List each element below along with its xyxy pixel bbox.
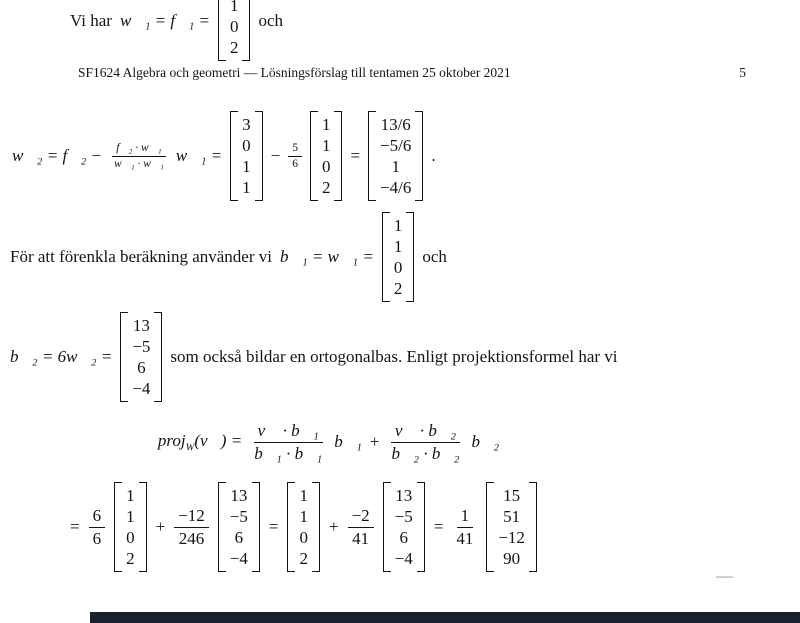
right-bracket [154, 312, 162, 402]
footer-dash: — [716, 566, 733, 585]
column-vector [383, 482, 425, 572]
fraction-denominator: 6 [292, 157, 298, 170]
fraction-denominator: 41 [352, 528, 370, 548]
vector-entry: 2 [321, 178, 331, 197]
vector-entry: −12 [498, 528, 525, 547]
vector-column [391, 482, 417, 572]
minus-sign: − [270, 146, 281, 165]
intro-line [70, 0, 291, 57]
fraction-denominator: 6 [92, 528, 102, 548]
period: . [431, 146, 436, 165]
b1-term: b⃗₁ [334, 432, 362, 451]
right-bracket [252, 482, 260, 572]
left-bracket [218, 0, 226, 61]
fraction-numerator: −2 [348, 506, 374, 527]
vector-entry: −5 [132, 337, 151, 356]
vector-entry: 1 [299, 507, 308, 526]
column-vector [218, 0, 251, 61]
left-bracket [310, 111, 318, 201]
right-bracket [242, 0, 250, 61]
vector-entry: 2 [229, 38, 239, 57]
right-bracket [417, 482, 425, 572]
left-bracket [383, 482, 391, 572]
b2-line [10, 307, 626, 407]
proj-subscript: W [185, 442, 195, 454]
vector-entry: 13/6 [380, 115, 411, 134]
vector-entry: 1 [229, 0, 239, 15]
equals-sign: = [350, 146, 361, 165]
right-bracket [334, 111, 342, 201]
vector-entry: 1 [126, 507, 135, 526]
vector-entry: 90 [503, 549, 521, 568]
column-vector [114, 482, 147, 572]
b2-term: b⃗₂ [471, 432, 500, 451]
fraction [452, 506, 477, 547]
fraction-denominator: w⃗₁ · w⃗₁ [114, 157, 164, 170]
fraction-numerator: −12 [174, 506, 209, 527]
w2-mid: w⃗₁ = [175, 146, 223, 165]
right-bracket [312, 482, 320, 572]
b1-math: b⃗₁ = w⃗₁ = [280, 247, 374, 266]
vector-entry: 6 [399, 528, 408, 547]
b1-line [10, 207, 455, 307]
vector-entry: 1 [242, 178, 251, 197]
vector-column [238, 111, 255, 201]
column-vector [120, 312, 162, 402]
vector-entry: 1 [321, 115, 331, 134]
left-bracket [486, 482, 494, 572]
fraction-numerator: v⃗ · b⃗₂ [391, 421, 460, 442]
right-bracket [406, 212, 414, 302]
left-bracket [287, 482, 295, 572]
vector-entry: 0 [242, 136, 251, 155]
fraction [348, 506, 374, 547]
vector-entry: −4 [132, 379, 151, 398]
right-bracket [255, 111, 263, 201]
vector-entry: 1 [393, 237, 403, 256]
right-bracket [415, 111, 423, 201]
fraction-numerator: 1 [457, 506, 474, 527]
vector-entry: 2 [393, 279, 403, 298]
equation-w2 [12, 106, 444, 206]
column-vector [310, 111, 343, 201]
vector-entry: 1 [126, 486, 135, 505]
plus-sign: + [155, 517, 166, 536]
vector-column [295, 482, 312, 572]
vector-entry: −4 [229, 549, 248, 568]
fraction-denominator: b⃗₂ · b⃗₂ [391, 443, 460, 463]
plus-sign: + [369, 432, 380, 451]
b2-math: b⃗₂ = 6w⃗₂ = [10, 347, 113, 366]
vector-column [226, 0, 243, 61]
left-bracket [120, 312, 128, 402]
vector-column [122, 482, 139, 572]
projection-formula [0, 413, 665, 471]
fraction [288, 142, 302, 171]
window-bottom-bar [90, 612, 800, 623]
vector-entry: 1 [391, 157, 400, 176]
right-bracket [529, 482, 537, 572]
vector-entry: 13 [395, 486, 413, 505]
equals-sign: = [433, 517, 444, 536]
vector-entry: 0 [229, 17, 239, 36]
vector-column [226, 482, 252, 572]
fraction [387, 421, 463, 462]
vector-entry: 6 [137, 358, 146, 377]
vector-entry: 13 [230, 486, 248, 505]
vector-entry: −5 [229, 507, 248, 526]
column-vector [486, 482, 537, 572]
course-title: SF1624 Algebra och geometri — Lösningsförslag till tentamen 25 oktober 2021 [78, 65, 511, 80]
b1-text: För att förenkla beräkning använder vi [10, 247, 272, 266]
w2-lhs: w⃗₂ = f⃗₂ − [12, 146, 103, 165]
vector-entry: 15 [503, 486, 521, 505]
fraction [110, 142, 168, 171]
vector-entry: −4/6 [380, 178, 412, 197]
equals-sign: = [268, 517, 279, 536]
intro-math: w⃗₁ = f⃗₁ = [119, 11, 210, 30]
fraction-denominator: 246 [178, 528, 205, 548]
right-bracket [139, 482, 147, 572]
left-bracket [368, 111, 376, 201]
vector-entry: −5 [394, 507, 413, 526]
vector-entry: 13 [132, 316, 150, 335]
vector-entry: 51 [503, 507, 521, 526]
vector-entry: 0 [126, 528, 135, 547]
intro-text: Vi har [70, 11, 112, 30]
vector-column [390, 212, 407, 302]
vector-entry: 1 [299, 486, 308, 505]
vector-column [128, 312, 154, 402]
equals-sign: = [70, 517, 80, 536]
fraction [174, 506, 209, 547]
vector-entry: 1 [242, 157, 251, 176]
page-number: 5 [739, 65, 746, 80]
fraction [250, 421, 326, 462]
intro-text-post: och [258, 11, 284, 30]
final-equation [70, 467, 546, 587]
left-bracket [218, 482, 226, 572]
vector-entry: −5/6 [380, 136, 412, 155]
b1-text-post: och [422, 247, 447, 266]
vector-entry: 2 [126, 549, 135, 568]
vector-entry: 1 [393, 216, 403, 235]
vector-entry: 0 [393, 258, 403, 277]
fraction-denominator: b⃗₁ · b⃗₁ [254, 443, 323, 463]
column-vector [287, 482, 320, 572]
vector-entry: −4 [394, 549, 413, 568]
vector-entry: 6 [234, 528, 244, 547]
column-vector [218, 482, 260, 572]
fraction [89, 506, 106, 547]
vector-column [376, 111, 415, 201]
b2-text-post: som också bildar en ortogonalbas. Enligt projektionsformel har vi [170, 347, 618, 366]
vector-entry: 0 [321, 157, 331, 176]
vector-entry: 3 [242, 115, 251, 134]
vector-entry: 1 [321, 136, 331, 155]
proj-name: proj$_W$(v⃗) = [157, 430, 243, 454]
plus-sign: + [328, 517, 339, 536]
vector-entry: 2 [299, 549, 308, 568]
left-bracket [114, 482, 122, 572]
fraction-numerator: f⃗₂ · w⃗₁ [112, 142, 165, 157]
left-bracket [382, 212, 390, 302]
column-vector [368, 111, 423, 201]
vector-entry: 0 [299, 528, 308, 547]
fraction-numerator: 6 [89, 506, 106, 527]
vector-column [318, 111, 335, 201]
left-bracket [230, 111, 238, 201]
column-vector [382, 212, 415, 302]
vector-column [494, 482, 529, 572]
page-header [78, 64, 746, 82]
fraction-numerator: v⃗ · b⃗₁ [254, 421, 323, 442]
fraction-numerator: 5 [288, 142, 302, 157]
fraction-denominator: 41 [456, 528, 474, 548]
column-vector [230, 111, 263, 201]
